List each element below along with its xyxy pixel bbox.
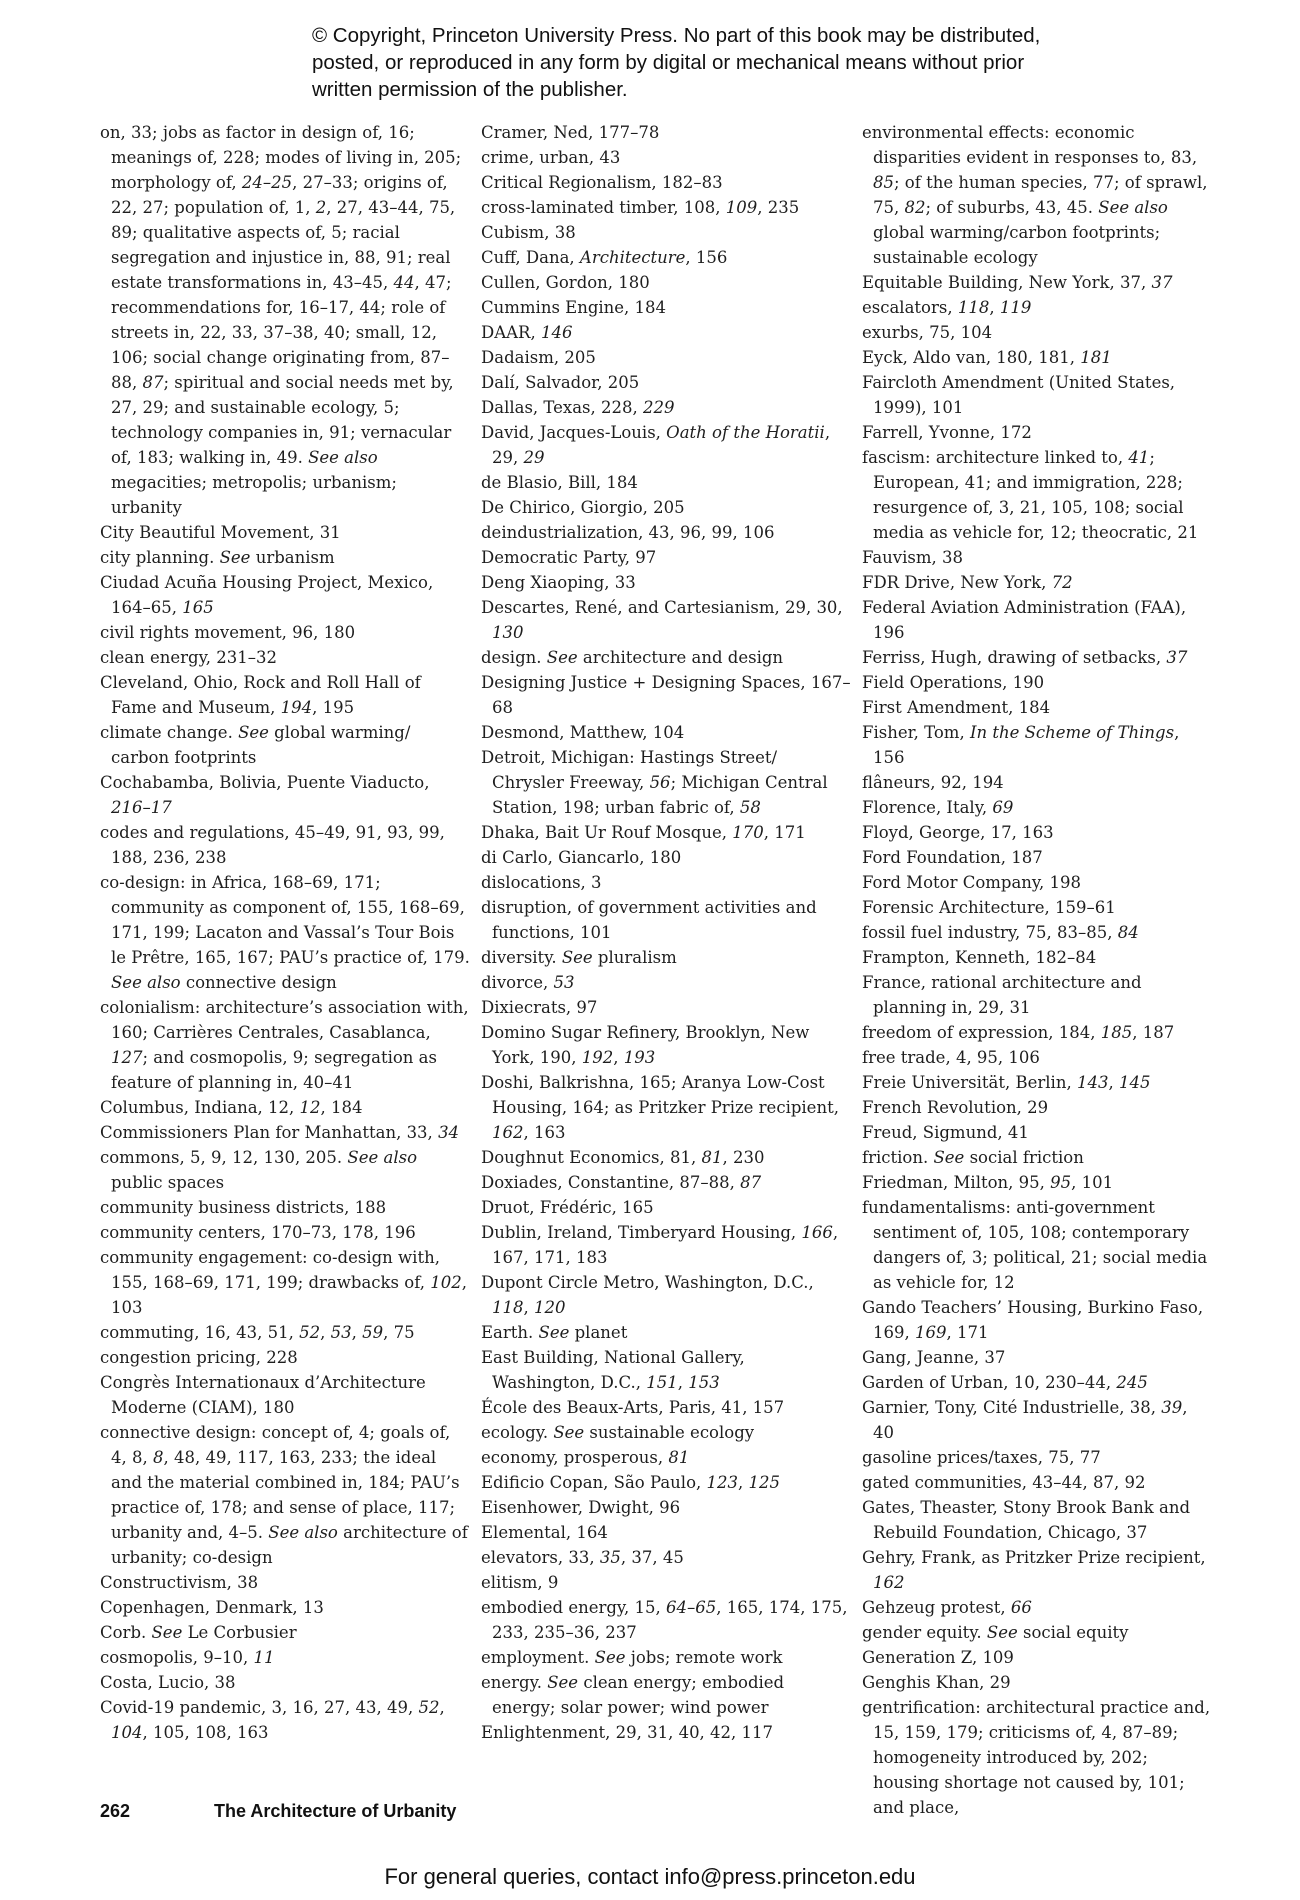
index-entry: clean energy, 231–32 — [100, 648, 277, 667]
index-entry: Commissioners Plan for Manhattan, 33, 34 — [100, 1123, 460, 1142]
index-entry: Constructivism, 38 — [100, 1573, 259, 1592]
index-entry: co-design: in Africa, 168–69, 171; community as component of, 155, 168–69, 171, 199; Lacaton and Vassal’s Tour Bois le Prêtre, 165, 167; PAU’s practice of, 179. See also connective design — [100, 873, 476, 992]
index-entry: elevators, 33, 35, 37, 45 — [481, 1548, 684, 1567]
index-entry: Gando Teachers’ Housing, Burkino Faso, 169, 169, 171 — [862, 1298, 1209, 1342]
index-entry: colonialism: architecture’s association with, 160; Carrières Centrales, Casablanca, 127; and cosmopolis, 9; segregation as feature of planning in, 40–41 — [100, 998, 474, 1092]
index-entry: free trade, 4, 95, 106 — [862, 1048, 1040, 1067]
index-entry: Floyd, George, 17, 163 — [862, 823, 1054, 842]
index-entry: flâneurs, 92, 194 — [862, 773, 1004, 792]
index-entry: cosmopolis, 9–10, 11 — [100, 1648, 275, 1667]
index-entry: Forensic Architecture, 159–61 — [862, 898, 1116, 917]
index-entry: Generation Z, 109 — [862, 1648, 1014, 1667]
index-entry: commuting, 16, 43, 51, 52, 53, 59, 75 — [100, 1323, 415, 1342]
contact-notice: For general queries, contact info@press.princeton.edu — [384, 1864, 916, 1889]
index-entry: di Carlo, Giancarlo, 180 — [481, 848, 682, 867]
page-number: 262 — [100, 1801, 131, 1821]
index-entry: Descartes, René, and Cartesianism, 29, 30, 130 — [481, 598, 848, 642]
index-entry: Dalí, Salvador, 205 — [481, 373, 640, 392]
index-entry: Gang, Jeanne, 37 — [862, 1348, 1006, 1367]
index-entry: escalators, 118, 119 — [862, 298, 1032, 317]
index-entry: freedom of expression, 184, 185, 187 — [862, 1023, 1175, 1042]
index-entry: congestion pricing, 228 — [100, 1348, 298, 1367]
index-entry: Columbus, Indiana, 12, 12, 184 — [100, 1098, 363, 1117]
index-entry: deindustrialization, 43, 96, 99, 106 — [481, 523, 775, 542]
index-entry: Dixiecrats, 97 — [481, 998, 598, 1017]
index-entry: energy. See clean energy; embodied energy; solar power; wind power — [481, 1673, 790, 1717]
index-entry: Equitable Building, New York, 37, 37 — [862, 273, 1173, 292]
index-entry: Covid-19 pandemic, 3, 16, 27, 43, 49, 52, 104, 105, 108, 163 — [100, 1698, 450, 1742]
index-entry: community centers, 170–73, 178, 196 — [100, 1223, 416, 1242]
index-entry: elitism, 9 — [481, 1573, 559, 1592]
index-entry: Doxiades, Constantine, 87–88, 87 — [481, 1173, 762, 1192]
index-entry: Congrès Internationaux d’Architecture Moderne (CIAM), 180 — [100, 1373, 432, 1417]
index-entry: Corb. See Le Corbusier — [100, 1623, 297, 1642]
index-entry: ecology. See sustainable ecology — [481, 1423, 755, 1442]
copyright-notice: © Copyright, Princeton University Press. No part of this book may be distributed, posted, or reproduced in any form by digital or mechanical means without prior written permission of the publisher. — [312, 24, 1041, 101]
index-entry: David, Jacques-Louis, Oath of the Horatii, 29, 29 — [481, 423, 836, 467]
index-entry: East Building, National Gallery, Washington, D.C., 151, 153 — [481, 1348, 751, 1392]
index-column-1 — [100, 120, 476, 1745]
index-entry: Cummins Engine, 184 — [481, 298, 667, 317]
index-entry: city planning. See urbanism — [100, 548, 335, 567]
index-entry: community business districts, 188 — [100, 1198, 387, 1217]
index-entry: Ford Foundation, 187 — [862, 848, 1043, 867]
index-entry: Eyck, Aldo van, 180, 181, 181 — [862, 348, 1112, 367]
index-entry: fossil fuel industry, 75, 83–85, 84 — [862, 923, 1139, 942]
index-entry: Desmond, Matthew, 104 — [481, 723, 685, 742]
index-entry: Ferriss, Hugh, drawing of setbacks, 37 — [862, 648, 1188, 667]
index-entry: gentrification: architectural practice and, 15, 159, 179; criticisms of, 4, 87–89; homogeneity introduced by, 202; housing shortage not caused by, 101; and place, — [862, 1698, 1216, 1817]
index-entry: Cuff, Dana, Architecture, 156 — [481, 248, 728, 267]
index-entry: DAAR, 146 — [481, 323, 573, 342]
index-entry: Cramer, Ned, 177–78 — [481, 123, 660, 142]
index-entry: Deng Xiaoping, 33 — [481, 573, 636, 592]
index-entry: exurbs, 75, 104 — [862, 323, 993, 342]
index-entry: Edificio Copan, São Paulo, 123, 125 — [481, 1473, 781, 1492]
index-entry: Critical Regionalism, 182–83 — [481, 173, 723, 192]
index-entry: Fauvism, 38 — [862, 548, 963, 567]
index-entry: Genghis Khan, 29 — [862, 1673, 1011, 1692]
index-entry: Cochabamba, Bolivia, Puente Viaducto, 216–17 — [100, 773, 435, 817]
index-entry: Earth. See planet — [481, 1323, 628, 1342]
index-entry: Dublin, Ireland, Timberyard Housing, 166, 167, 171, 183 — [481, 1223, 844, 1267]
index-entry: Doughnut Economics, 81, 81, 230 — [481, 1148, 765, 1167]
index-entry: Druot, Frédéric, 165 — [481, 1198, 654, 1217]
index-entry: Freie Universität, Berlin, 143, 145 — [862, 1073, 1151, 1092]
index-entry: environmental effects: economic disparities evident in responses to, 83, 85; of the human species, 77; of sprawl, 75, 82; of suburbs, 43, 45. See also global warming/carbon footprints; sustainable ecology — [862, 123, 1213, 267]
index-entry: Freud, Sigmund, 41 — [862, 1123, 1029, 1142]
index-entry: community engagement: co-design with, 155, 168–69, 171, 199; drawbacks of, 102, 103 — [100, 1248, 473, 1317]
index-entry: Cubism, 38 — [481, 223, 576, 242]
index-entry: Garden of Urban, 10, 230–44, 245 — [862, 1373, 1148, 1392]
index-entry: Cullen, Gordon, 180 — [481, 273, 650, 292]
index-entry: FDR Drive, New York, 72 — [862, 573, 1073, 592]
index-entry: Democratic Party, 97 — [481, 548, 657, 567]
index-entry: Cleveland, Ohio, Rock and Roll Hall of Fame and Museum, 194, 195 — [100, 673, 426, 717]
index-entry: Gehzeug protest, 66 — [862, 1598, 1032, 1617]
index-entry: Faircloth Amendment (United States, 1999), 101 — [862, 373, 1181, 417]
index-entry: gated communities, 43–44, 87, 92 — [862, 1473, 1146, 1492]
index-entry: Eisenhower, Dwight, 96 — [481, 1498, 681, 1517]
index-entry: embodied energy, 15, 64–65, 165, 174, 175, 233, 235–36, 237 — [481, 1598, 853, 1642]
index-entry: divorce, 53 — [481, 973, 575, 992]
index-entry: City Beautiful Movement, 31 — [100, 523, 341, 542]
index-entry: Frampton, Kenneth, 182–84 — [862, 948, 1097, 967]
index-entry: gasoline prices/taxes, 75, 77 — [862, 1448, 1101, 1467]
index-entry: dislocations, 3 — [481, 873, 602, 892]
index-entry: Detroit, Michigan: Hastings Street/ Chrysler Freeway, 56; Michigan Central Station, 198; urban fabric of, 58 — [481, 748, 833, 817]
index-entry: cross-laminated timber, 108, 109, 235 — [481, 198, 800, 217]
index-entry: on, 33; jobs as factor in design of, 16; meanings of, 228; modes of living in, 205; morphology of, 24–25, 27–33; origins of, 22, 27; population of, 1, 2, 27, 43–44, 75, 89; qualitative aspects of, 5; racial segregation and injustice in, 88, 91; real estate transformations in, 43–45, 44, 47; recommendations for, 16–17, 44; role of streets in, 22, 33, 37–38, 40; small, 12, 106; social change originating from, 87–88, 87; spiritual and social needs met by, 27, 29; and sustainable ecology, 5; technology companies in, 91; vernacular of, 183; walking in, 49. See also megacities; metropolis; urbanism; urbanity — [100, 123, 467, 517]
index-entry: Dallas, Texas, 228, 229 — [481, 398, 675, 417]
index-entry: Elemental, 164 — [481, 1523, 608, 1542]
index-entry: Farrell, Yvonne, 172 — [862, 423, 1032, 442]
index-entry: Gates, Theaster, Stony Brook Bank and Rebuild Foundation, Chicago, 37 — [862, 1498, 1196, 1542]
index-entry: climate change. See global warming/ carbon footprints — [100, 723, 416, 767]
index-entry: Friedman, Milton, 95, 95, 101 — [862, 1173, 1114, 1192]
index-entry: École des Beaux-Arts, Paris, 41, 157 — [481, 1398, 785, 1417]
index-entry: Designing Justice + Designing Spaces, 167–68 — [481, 673, 851, 717]
index-entry: economy, prosperous, 81 — [481, 1448, 690, 1467]
index-entry: fundamentalisms: anti-government sentiment of, 105, 108; contemporary dangers of, 3; political, 21; social media as vehicle for, 12 — [862, 1198, 1213, 1292]
index-entry: civil rights movement, 96, 180 — [100, 623, 356, 642]
index-entry: employment. See jobs; remote work — [481, 1648, 783, 1667]
index-entry: Ciudad Acuña Housing Project, Mexico, 164–65, 165 — [100, 573, 439, 617]
index-entry: Dadaism, 205 — [481, 348, 596, 367]
index-entry: Federal Aviation Administration (FAA), 196 — [862, 598, 1192, 642]
index-entry: Copenhagen, Denmark, 13 — [100, 1598, 324, 1617]
page-footer — [100, 1801, 456, 1822]
index-entry: Costa, Lucio, 38 — [100, 1673, 236, 1692]
running-title: The Architecture of Urbanity — [214, 1801, 457, 1821]
index-entry: crime, urban, 43 — [481, 148, 621, 167]
index-entry: Dhaka, Bait Ur Rouf Mosque, 170, 171 — [481, 823, 806, 842]
index-entry: connective design: concept of, 4; goals of, 4, 8, 8, 48, 49, 117, 163, 233; the ideal and the material combined in, 184; PAU’s practice of, 178; and sense of place, 117; urbanity and, 4–5. See also architecture of urbanity; co-design — [100, 1423, 474, 1567]
index-entry: France, rational architecture and planning in, 29, 31 — [862, 973, 1147, 1017]
index-entry: commons, 5, 9, 12, 130, 205. See also public spaces — [100, 1148, 423, 1192]
index-entry: gender equity. See social equity — [862, 1623, 1129, 1642]
index-entry: de Blasio, Bill, 184 — [481, 473, 638, 492]
index-entry: Garnier, Tony, Cité Industrielle, 38, 39, 40 — [862, 1398, 1193, 1442]
index-entry: De Chirico, Giorgio, 205 — [481, 498, 685, 517]
index-entry: Dupont Circle Metro, Washington, D.C., 118, 120 — [481, 1273, 820, 1317]
index-entry: diversity. See pluralism — [481, 948, 677, 967]
index-entry: French Revolution, 29 — [862, 1098, 1049, 1117]
index-entry: codes and regulations, 45–49, 91, 93, 99, 188, 236, 238 — [100, 823, 451, 867]
index-entry: fascism: architecture linked to, 41; European, 41; and immigration, 228; resurgence of, 3, 21, 105, 108; social media as vehicle for, 12; theocratic, 21 — [862, 448, 1199, 542]
index-entry: Doshi, Balkrishna, 165; Aranya Low-Cost Housing, 164; as Pritzker Prize recipient, 162, 163 — [481, 1073, 845, 1142]
index-entry: First Amendment, 184 — [862, 698, 1051, 717]
index-entry: Domino Sugar Refinery, Brooklyn, New York, 190, 192, 193 — [481, 1023, 815, 1067]
index-entry: Gehry, Frank, as Pritzker Prize recipient, 162 — [862, 1548, 1211, 1592]
index-entry: disruption, of government activities and functions, 101 — [481, 898, 822, 942]
index-column-3 — [862, 120, 1216, 1820]
index-entry: Field Operations, 190 — [862, 673, 1045, 692]
index-entry: Enlightenment, 29, 31, 40, 42, 117 — [481, 1723, 774, 1742]
index-entry: friction. See social friction — [862, 1148, 1084, 1167]
index-entry: Ford Motor Company, 198 — [862, 873, 1082, 892]
index-entry: Fisher, Tom, In the Scheme of Things, 156 — [862, 723, 1185, 767]
index-entry: Florence, Italy, 69 — [862, 798, 1014, 817]
index-entry: design. See architecture and design — [481, 648, 784, 667]
index-column-2 — [481, 120, 851, 1745]
